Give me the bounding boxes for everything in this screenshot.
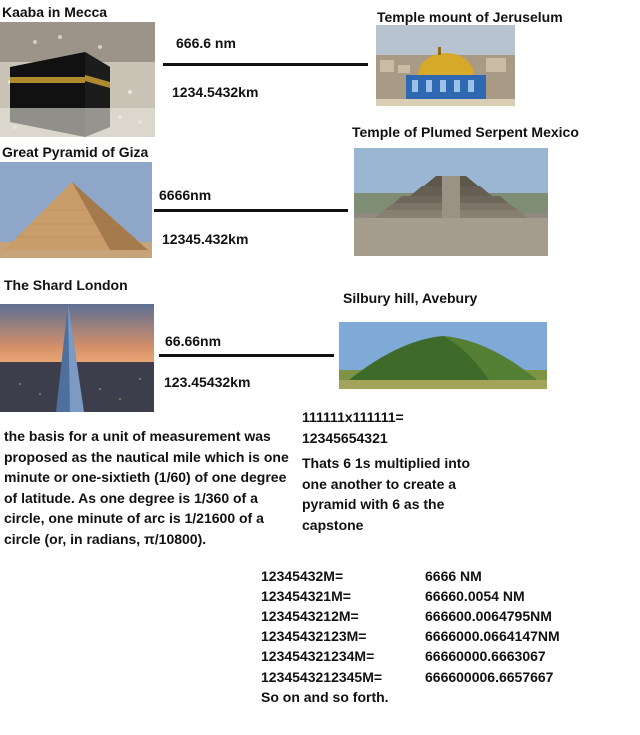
conversion-m: 1234543212M=	[261, 608, 359, 624]
giza-label: Great Pyramid of Giza	[2, 144, 149, 160]
conversion-nm: 6666000.0664147NM	[425, 628, 560, 644]
pair2-nm: 6666nm	[159, 187, 212, 203]
shard-image	[0, 304, 154, 412]
giza-image	[0, 162, 152, 258]
conversion-m: 123454321234M=	[261, 648, 375, 664]
pair1-km: 1234.5432km	[172, 84, 259, 100]
shard-label: The Shard London	[4, 277, 128, 293]
pair3-nm: 66.66nm	[165, 333, 222, 349]
plumed-serpent-label: Temple of Plumed Serpent Mexico	[352, 124, 579, 140]
conversion-nm: 66660000.6663067	[425, 648, 546, 664]
conversion-m: 1234543212345M=	[261, 669, 383, 685]
silbury-image	[339, 322, 547, 389]
pair2-km: 12345.432km	[162, 231, 249, 247]
conversion-nm: 666600.0064795NM	[425, 608, 552, 624]
plumed-serpent-image	[354, 148, 548, 256]
conversion-nm: 666600006.6657667	[425, 669, 554, 685]
conversion-m: 12345432M=	[261, 568, 344, 584]
distance-line-1	[163, 63, 368, 66]
conversion-nm: 6666 NM	[425, 568, 482, 584]
temple-mount-image	[376, 25, 515, 106]
equation-line-1: 111111x111111=	[302, 409, 404, 425]
pair1-nm: 666.6 nm	[176, 35, 236, 51]
distance-line-2	[154, 209, 348, 212]
temple-mount-label: Temple mount of Jeruselum	[377, 9, 563, 25]
footer-text: So on and so forth.	[261, 689, 389, 705]
equation-line-2: 12345654321	[302, 430, 388, 446]
silbury-label: Silbury hill, Avebury	[343, 290, 478, 306]
kaaba-label: Kaaba in Mecca	[2, 4, 108, 20]
kaaba-image	[0, 22, 155, 137]
conversion-m: 123454321M=	[261, 588, 351, 604]
nautical-mile-paragraph: the basis for a unit of measurement was proposed as the nautical mile which is one minute or one-sixtieth (1/60) of one degree of latitude. As one degree is 1/360 of a circle, one minute of arc is 1/21600 of a circle (or, in radians, π/10800).	[4, 428, 289, 547]
pair3-km: 123.45432km	[164, 374, 251, 390]
pyramid-note: Thats 6 1s multiplied into one another to create a pyramid with 6 as the capstone	[302, 455, 471, 533]
conversion-nm: 66660.0054 NM	[425, 588, 525, 604]
conversion-m: 12345432123M=	[261, 628, 367, 644]
distance-line-3	[159, 354, 334, 357]
